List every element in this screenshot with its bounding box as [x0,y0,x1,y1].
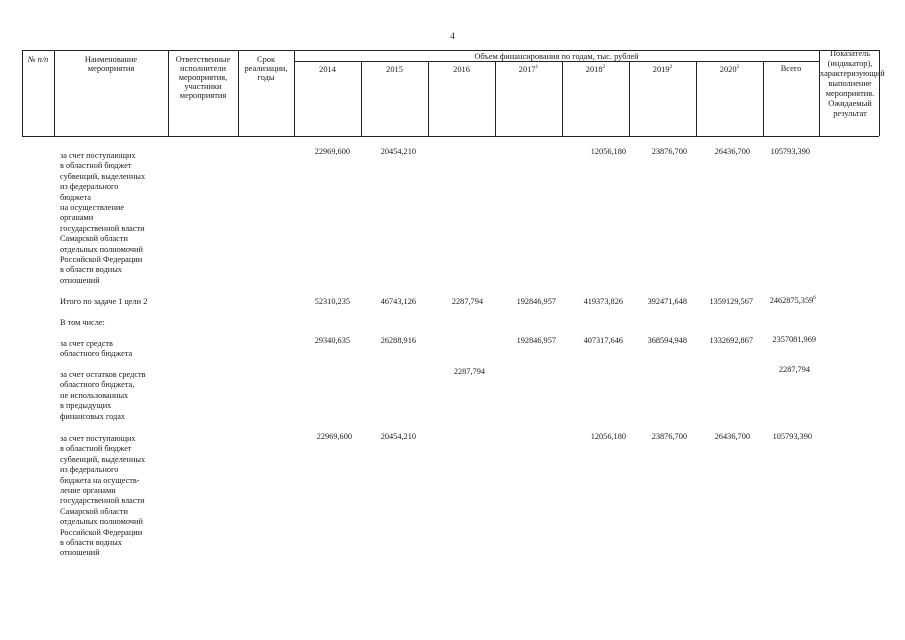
header-top-border [22,50,879,51]
row-subvention-2-2015: 20454,210 [380,432,416,441]
row-total-2018: 419373,826 [583,297,623,306]
year-2015-header: 2015 [386,64,403,74]
row-subvention-2-2020: 26436,700 [714,432,750,441]
row-regional-2014: 29340,635 [314,336,350,345]
row-regional-2018: 407317,646 [583,336,623,345]
row-subvention-2014: 22969,600 [314,147,350,156]
col-responsible-header: Ответственные исполнители мероприятия, участники мероприятия [175,55,231,100]
page-number: 4 [450,31,455,41]
row-remaining-funds-description: за счет остатков средств областного бюджета, не использованных в предыдущих финансовых годах [60,370,146,421]
row-subvention-2-2018: 12056,180 [590,432,626,441]
row-subvention-2019: 23876,700 [651,147,687,156]
row-regional-2019: 368594,948 [647,336,687,345]
year-2019-header: 2019$^2$ [652,64,673,74]
row-total-2015: 46743,126 [380,297,416,306]
row-regional-2020: 1332692,867 [709,336,753,345]
row-regional-2015: 26288,916 [380,336,416,345]
row-total-2020: 1359129,567 [709,297,753,306]
row-subvention-2015: 20454,210 [380,147,416,156]
row-total-2016: 2287,794 [451,297,483,306]
col-funding-header: Объем финансирования по годам, тыс. рублей [474,52,639,61]
table-header [22,49,885,136]
row-total-2017: 192846,957 [516,297,556,306]
row-subvention-2-2019: 23876,700 [651,432,687,441]
year-2017-header: 2017$^1$ [518,64,539,74]
row-remaining-2016: 2287,794 [453,367,485,376]
year-2014-header: 2014 [319,64,336,74]
row-subvention-2018: 12056,180 [590,147,626,156]
year-2018-header: 2018$^2$ [585,64,606,74]
row-including-label: В том числе: [60,318,105,327]
col-term-header: Срок реализации, годы [244,55,288,82]
col-indicator-header: Показатель (индикатор), характеризующий выполнение мероприятия. Ожидаемый результат [820,49,885,118]
row-total-total: 2462875,359$^6$ [769,295,816,305]
row-remaining-total: 2287,794 [778,365,810,374]
year-2016-header: 2016 [453,64,470,74]
row-subvention-total: 105793,390 [770,147,810,156]
row-regional-2017: 192846,957 [516,336,556,345]
col-name-header: Наименование мероприятия [84,55,138,73]
row-subvention-2-2014: 22969,600 [316,432,352,441]
header-bottom-border [22,136,879,137]
row-total-2014: 52310,235 [314,297,350,306]
row-total-2019: 392471,648 [647,297,687,306]
col-total-header: Всего [780,64,802,73]
row-total-description: Итого по задаче 1 цели 2 [60,297,148,306]
year-2020-header: 2020$^2$ [719,64,740,74]
funding-divider [294,61,819,62]
row-subvention-2-total: 105793,390 [772,432,812,441]
row-regional-total: 2357081,969 [772,335,816,344]
col-number-header: № п/п [27,55,49,64]
row-subvention-2-description: за счет поступающих в областной бюджет субвенций, выделенных из федерального бюджета на осуществ- ление органами государственной власти Самарской области отдельных полномочий Российской Федерации в области водных отношений [60,434,146,558]
row-subvention-description: за счет поступающих в областной бюджет субвенций, выделенных из федерального бюджета на осуществление органами государственной власти Самарской области отдельных полномочий Российской Федерации в области водных отношений [60,151,146,285]
row-subvention-2020: 26436,700 [714,147,750,156]
row-regional-budget-description: за счет средств областного бюджета [60,339,133,359]
